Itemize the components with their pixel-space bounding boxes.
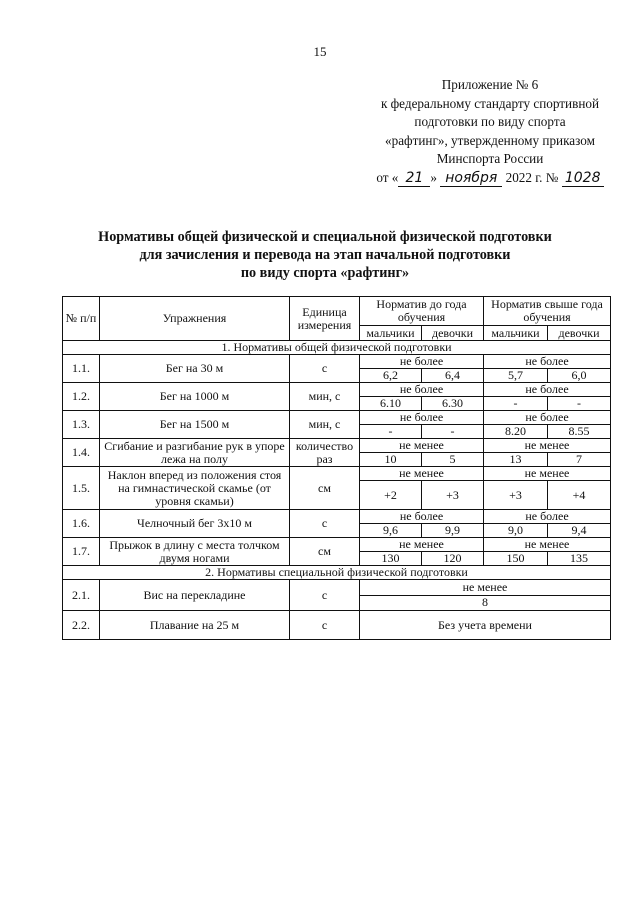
value-girls-before: 5 (422, 453, 484, 467)
exercise-name: Бег на 30 м (100, 355, 290, 383)
exercise-name: Наклон вперед из положения стоя на гимнастической скамье (от уровня скамьи) (100, 467, 290, 510)
header-group-before: Норматив до года обучения (360, 297, 484, 326)
table-row (63, 538, 611, 552)
date-month-handwritten: ноября (440, 171, 502, 187)
table-row (63, 580, 611, 596)
value-boys-before: +2 (360, 481, 422, 510)
exercise-name: Прыжок в длину с места толчком двумя ногами (100, 538, 290, 566)
table-row (63, 383, 611, 397)
norm-label-after: не менее (484, 467, 611, 481)
value-girls-before: 9,9 (422, 524, 484, 538)
norms-table (62, 296, 611, 640)
value-girls-after: 8.55 (548, 425, 611, 439)
value-boys-before: 9,6 (360, 524, 422, 538)
norm-label-before: не более (360, 355, 484, 369)
norm-label-before: не более (360, 383, 484, 397)
row-number: 1.4. (63, 439, 100, 467)
value-girls-after: 9,4 (548, 524, 611, 538)
value-boys-before: - (360, 425, 422, 439)
value-girls-before: 6.30 (422, 397, 484, 411)
section-1-row (63, 341, 611, 355)
unit-cell: количество раз (290, 439, 360, 467)
header-girls-2: девочки (548, 326, 611, 341)
section-2-heading: 2. Нормативы специальной физической подготовки (63, 566, 611, 580)
norm-label-after: не более (484, 411, 611, 425)
unit-cell: мин, с (290, 411, 360, 439)
title-line-1: Нормативы общей физической и специальной физической подготовки (98, 229, 552, 245)
date-mid: » (430, 169, 437, 185)
norm-label-before: не менее (360, 439, 484, 453)
table-row (63, 355, 611, 369)
row-number: 1.1. (63, 355, 100, 383)
value-boys-after: - (484, 397, 548, 411)
appendix-line-3: подготовки по виду спорта (414, 114, 566, 129)
row-number: 1.7. (63, 538, 100, 566)
header-row-1 (63, 297, 611, 326)
value-boys-before: 6.10 (360, 397, 422, 411)
appendix-line-1: Приложение № 6 (441, 77, 539, 92)
header-boys-2: мальчики (484, 326, 548, 341)
norm-label-before: не менее (360, 538, 484, 552)
document-title (60, 228, 590, 282)
value-girls-after: 7 (548, 453, 611, 467)
value-boys-after: +3 (484, 481, 548, 510)
table-row (63, 439, 611, 453)
date-prefix: от « (376, 169, 399, 185)
unit-cell: с (290, 355, 360, 383)
row-number: 2.1. (63, 580, 100, 611)
unit-cell: с (290, 510, 360, 538)
norm-label-after: не более (484, 510, 611, 524)
norm-label-after: не более (484, 355, 611, 369)
exercise-name: Сгибание и разгибание рук в упоре лежа на полу (100, 439, 290, 467)
unit-cell: см (290, 538, 360, 566)
table-row (63, 611, 611, 640)
section-2-row (63, 566, 611, 580)
page-number: 15 (313, 44, 327, 59)
value-boys-after: 8.20 (484, 425, 548, 439)
value-boys-before: 130 (360, 552, 422, 566)
header-num: № п/п (63, 297, 100, 341)
table-row (63, 411, 611, 425)
title-line-3: по виду спорта «рафтинг» (240, 265, 410, 281)
norm-label-before: не более (360, 510, 484, 524)
table-row (63, 510, 611, 524)
unit-cell: с (290, 611, 360, 640)
exercise-name: Челночный бег 3х10 м (100, 510, 290, 538)
unit-cell: с (290, 580, 360, 611)
title-line-2: для зачисления и перевода на этап начальной подготовки (139, 247, 511, 263)
norm-label: не менее (360, 580, 611, 596)
norm-label-before: не менее (360, 467, 484, 481)
date-day-handwritten: 21 (398, 171, 430, 187)
row-number: 2.2. (63, 611, 100, 640)
unit-cell: мин, с (290, 383, 360, 411)
order-number-handwritten: 1028 (562, 171, 604, 187)
header-group-after: Норматив свыше года обучения (484, 297, 611, 326)
exercise-name: Вис на перекладине (100, 580, 290, 611)
order-date-line (340, 169, 640, 188)
value-boys-after: 9,0 (484, 524, 548, 538)
header-unit: Единица измерения (290, 297, 360, 341)
value-girls-before: - (422, 425, 484, 439)
value-all: 8 (360, 595, 611, 611)
value-girls-before: 6,4 (422, 369, 484, 383)
appendix-line-5: Минспорта России (436, 151, 544, 166)
value-all: Без учета времени (360, 611, 611, 640)
value-boys-after: 5,7 (484, 369, 548, 383)
header-exercise: Упражнения (100, 297, 290, 341)
section-1-heading: 1. Нормативы общей физической подготовки (63, 341, 611, 355)
value-girls-after: 6,0 (548, 369, 611, 383)
header-boys: мальчики (360, 326, 422, 341)
norm-label-after: не менее (484, 538, 611, 552)
appendix-block (340, 76, 640, 187)
value-boys-after: 150 (484, 552, 548, 566)
row-number: 1.2. (63, 383, 100, 411)
value-girls-after: - (548, 397, 611, 411)
header-girls: девочки (422, 326, 484, 341)
date-year: 2022 г. № (505, 169, 559, 185)
row-number: 1.3. (63, 411, 100, 439)
value-girls-after: +4 (548, 481, 611, 510)
exercise-name: Плавание на 25 м (100, 611, 290, 640)
exercise-name: Бег на 1000 м (100, 383, 290, 411)
value-girls-before: +3 (422, 481, 484, 510)
value-girls-before: 120 (422, 552, 484, 566)
norm-label-after: не более (484, 383, 611, 397)
norm-label-before: не более (360, 411, 484, 425)
norm-label-after: не менее (484, 439, 611, 453)
row-number: 1.5. (63, 467, 100, 510)
value-girls-after: 135 (548, 552, 611, 566)
appendix-line-2: к федеральному стандарту спортивной (380, 95, 600, 111)
value-boys-after: 13 (484, 453, 548, 467)
unit-cell: см (290, 467, 360, 510)
value-boys-before: 6,2 (360, 369, 422, 383)
appendix-line-4: «рафтинг», утвержденному приказом (385, 132, 595, 148)
value-boys-before: 10 (360, 453, 422, 467)
row-number: 1.6. (63, 510, 100, 538)
table-row (63, 467, 611, 481)
exercise-name: Бег на 1500 м (100, 411, 290, 439)
